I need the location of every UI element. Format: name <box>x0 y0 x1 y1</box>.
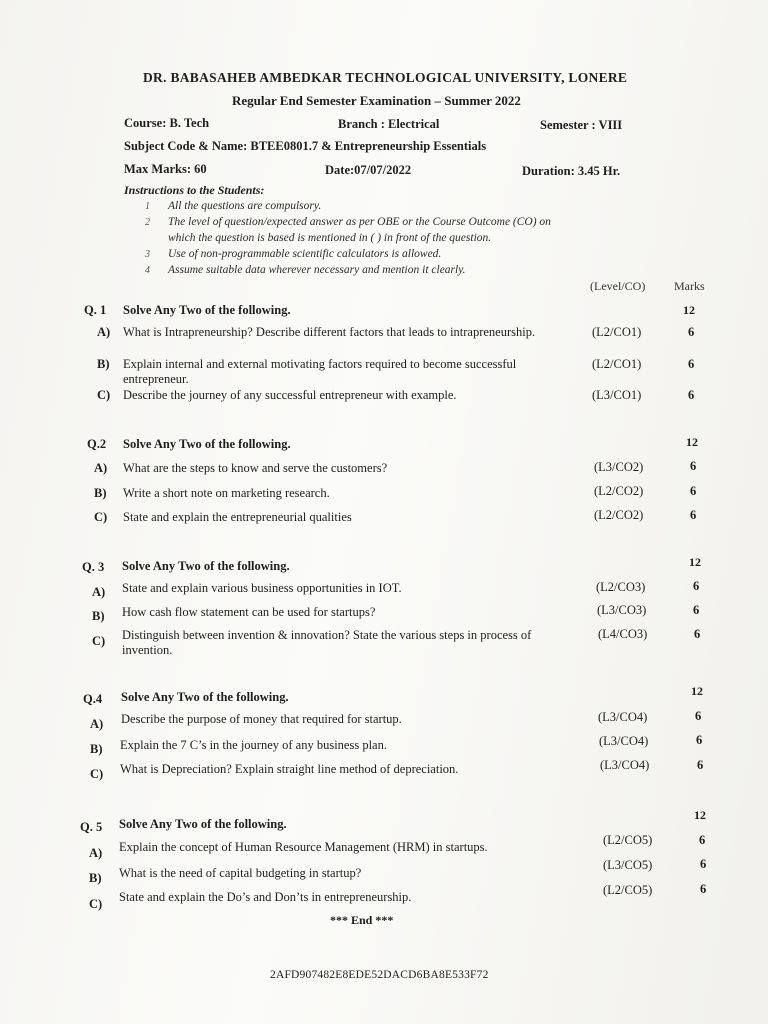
level-co: (L4/CO3) <box>598 627 648 641</box>
question-total-marks: 12 <box>694 808 706 822</box>
question-number: Q. 1 <box>84 303 107 317</box>
sub-question-text: Explain the 7 C’s in the journey of any business plan. <box>120 738 387 752</box>
sub-question-label: A) <box>94 461 108 475</box>
sub-question-label: A) <box>92 585 106 599</box>
sub-question-marks: 6 <box>690 484 697 498</box>
duration: Duration: 3.45 Hr. <box>522 164 621 178</box>
marks-column-header: Marks <box>674 279 705 293</box>
sub-question-text: Explain the concept of Human Resource Management (HRM) in startups. <box>119 840 488 854</box>
sub-question-text: What is the need of capital budgeting in startup? <box>119 866 362 880</box>
level-co: (L3/CO4) <box>599 734 649 748</box>
max-marks: Max Marks: 60 <box>124 162 207 176</box>
question-total-marks: 12 <box>689 555 701 569</box>
level-co: (L2/CO5) <box>603 883 653 897</box>
instruction-text: which the question is based is mentioned in ( ) in front of the question. <box>168 232 492 244</box>
instruction-text: Use of non-programmable scientific calculators is allowed. <box>168 248 442 260</box>
instruction-number: 4 <box>145 265 150 276</box>
sub-question-text: Distinguish between invention & innovation? State the various steps in process of invention. <box>122 628 532 657</box>
exam-date: Date:07/07/2022 <box>325 163 412 177</box>
sub-question-marks: 6 <box>699 833 706 847</box>
instruction-text: Assume suitable data wherever necessary and mention it clearly. <box>168 264 466 276</box>
question-number: Q.2 <box>87 437 107 451</box>
sub-question-text: What are the steps to know and serve the customers? <box>123 461 388 475</box>
level-co: (L3/CO2) <box>594 460 644 474</box>
sub-question-label: B) <box>90 742 103 756</box>
level-co: (L2/CO2) <box>594 484 644 498</box>
level-co: (L2/CO3) <box>596 580 646 594</box>
sub-question-label: C) <box>89 897 103 911</box>
sub-question-text: What is Intrapreneurship? Describe different factors that leads to intrapreneurship. <box>123 325 536 339</box>
sub-question-label: A) <box>89 846 103 860</box>
instruction-text: The level of question/expected answer as per OBE or the Course Outcome (CO) on <box>168 216 551 228</box>
semester: Semester : VIII <box>540 118 623 132</box>
subject: Subject Code & Name: BTEE0801.7 & Entrepreneurship Essentials <box>124 139 487 153</box>
sub-question-label: B) <box>89 871 102 885</box>
university-name: DR. BABASAHEB AMBEDKAR TECHNOLOGICAL UNIVERSITY, LONERE <box>143 70 628 85</box>
sub-question-label: C) <box>94 510 108 524</box>
sub-question-marks: 6 <box>694 627 701 641</box>
sub-question-marks: 6 <box>688 388 695 402</box>
sub-question-text: Explain internal and external motivating factors required to become successful entrepreneur. <box>123 357 517 386</box>
question-heading: Solve Any Two of the following. <box>123 303 291 317</box>
sub-question-label: A) <box>90 717 104 731</box>
instruction-number: 1 <box>145 201 150 212</box>
sub-question-label: C) <box>97 388 111 402</box>
sub-question-label: A) <box>97 325 111 339</box>
question-heading: Solve Any Two of the following. <box>121 690 289 704</box>
sub-question-text: Describe the journey of any successful entrepreneur with example. <box>123 388 457 402</box>
question-heading: Solve Any Two of the following. <box>123 437 291 451</box>
sub-question-marks: 6 <box>688 357 695 371</box>
level-co: (L2/CO1) <box>592 357 642 371</box>
sub-question-marks: 6 <box>695 709 702 723</box>
sub-question-marks: 6 <box>696 733 703 747</box>
question-number: Q. 3 <box>82 560 105 574</box>
level-co: (L3/CO4) <box>598 710 648 724</box>
level-co: (L2/CO2) <box>594 508 644 522</box>
question-total-marks: 12 <box>691 684 703 698</box>
instructions-title: Instructions to the Students: <box>124 183 265 197</box>
sub-question-text: What is Depreciation? Explain straight line method of depreciation. <box>120 762 459 776</box>
sub-question-label: B) <box>92 609 105 623</box>
question-number: Q.4 <box>83 692 103 706</box>
sub-question-marks: 6 <box>690 508 697 522</box>
sub-question-label: B) <box>94 486 107 500</box>
end-marker: *** End *** <box>330 913 394 927</box>
question-number: Q. 5 <box>80 820 103 834</box>
sub-question-marks: 6 <box>697 758 704 772</box>
branch: Branch : Electrical <box>338 117 440 131</box>
question-heading: Solve Any Two of the following. <box>119 817 287 831</box>
level-co: (L2/CO5) <box>603 833 653 847</box>
sub-question-label: B) <box>97 357 110 371</box>
sub-question-text: Write a short note on marketing research. <box>123 486 330 500</box>
question-heading: Solve Any Two of the following. <box>122 559 290 573</box>
sub-question-marks: 6 <box>690 459 697 473</box>
course: Course: B. Tech <box>124 116 210 130</box>
level-co: (L3/CO5) <box>603 858 653 872</box>
sub-question-label: C) <box>92 634 106 648</box>
sub-question-text: State and explain various business opportunities in IOT. <box>122 581 402 595</box>
level-co: (L3/CO1) <box>592 388 642 402</box>
level-co: (L3/CO3) <box>597 603 647 617</box>
question-total-marks: 12 <box>686 435 698 449</box>
question-total-marks: 12 <box>683 303 695 317</box>
level-column-header: (Level/CO) <box>590 279 646 293</box>
sub-question-text: How cash flow statement can be used for startups? <box>122 605 376 619</box>
sub-question-marks: 6 <box>693 579 700 593</box>
sub-question-marks: 6 <box>688 325 695 339</box>
paper-code: 2AFD907482E8EDE52DACD6BA8E533F72 <box>270 969 489 981</box>
exam-title: Regular End Semester Examination – Summer 2022 <box>232 93 521 108</box>
sub-question-text: Describe the purpose of money that required for startup. <box>121 712 402 726</box>
sub-question-marks: 6 <box>700 857 707 871</box>
instruction-number: 2 <box>145 217 150 228</box>
sub-question-text: State and explain the entrepreneurial qualities <box>123 510 352 524</box>
level-co: (L3/CO4) <box>600 758 650 772</box>
instruction-text: All the questions are compulsory. <box>168 200 322 212</box>
sub-question-marks: 6 <box>700 882 707 896</box>
sub-question-text: State and explain the Do’s and Don’ts in entrepreneurship. <box>119 890 412 904</box>
sub-question-marks: 6 <box>693 603 700 617</box>
instruction-number: 3 <box>145 249 150 260</box>
level-co: (L2/CO1) <box>592 325 642 339</box>
sub-question-label: C) <box>90 767 104 781</box>
